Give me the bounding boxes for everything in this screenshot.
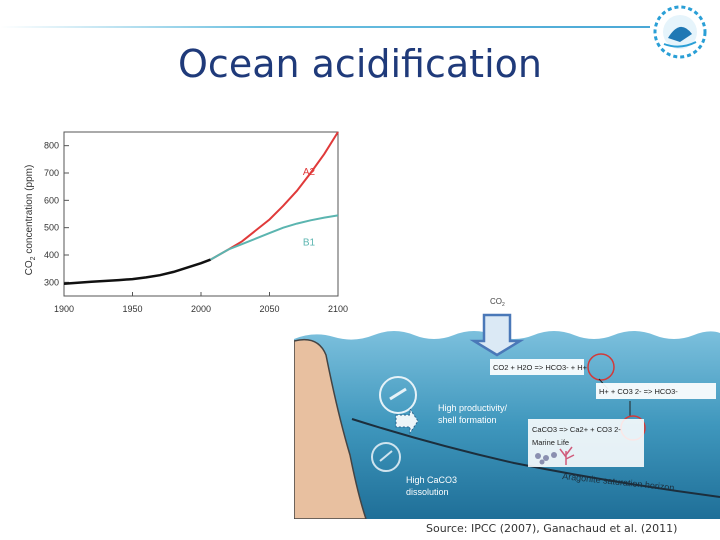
source-citation: Source: IPCC (2007), Ganachaud et al. (2011) [426,522,678,535]
marine-life-label: Marine Life [532,438,570,447]
horizon-label: Aragonite saturation horizon [561,471,675,493]
y-axis-label: $CO_2$ concentration (ppm) [24,164,37,276]
x-tick-label: 1950 [122,304,143,314]
ocean-diagram [294,295,720,519]
y-tick-label: 700 [43,168,59,178]
y-tick-label: 600 [43,195,59,206]
equation-1: CO2 + H2O => HCO3- + H+ [493,363,587,372]
page-title: Ocean acidification [178,42,542,86]
equation-2: H+ + CO3 2- => HCO3- [599,387,678,396]
x-tick-label: 1900 [53,304,75,314]
series-label: B1 [302,237,316,249]
series-label: A2 [302,166,316,178]
dissolution-label-2: dissolution [406,487,449,497]
y-tick-label: 400 [43,250,59,260]
x-tick-label: 2100 [327,304,349,314]
y-tick-label: 300 [43,277,59,288]
dissolution-label-1: High CaCO3 [406,475,458,485]
y-tick-label: 500 [43,222,59,233]
header-rule [0,26,650,28]
co2-arrow-label: $CO_2$ [490,297,505,308]
plot-frame [64,132,338,296]
x-tick-label: 2000 [190,304,212,314]
y-tick-label: 800 [43,140,59,151]
x-tick-label: 2050 [259,304,280,314]
productivity-label-1: High productivity/ [438,403,508,413]
productivity-label-2: shell formation [438,415,497,425]
co2-chart [0,120,360,320]
equation-3: CaCO3 => Ca2+ + CO3 2- [532,425,621,434]
